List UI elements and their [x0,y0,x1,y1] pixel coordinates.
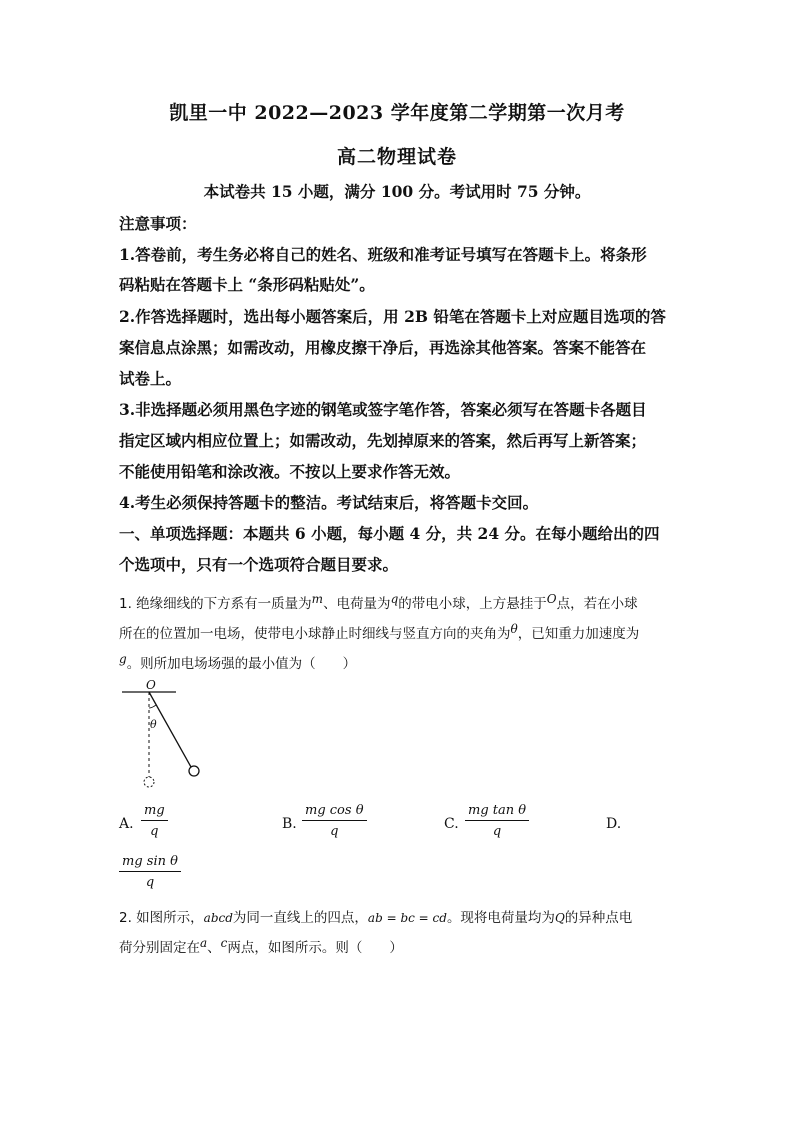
question-1-line-3: g。则所加电场场强的最小值为（ ） [119,652,357,672]
option-a-formula: $\frac{mg}{q}$ [141,803,168,839]
notice-heading: 注意事项： [119,214,197,233]
question-1-line-1: 1. 绝缘细线的下方系有一质量为m、电荷量为q的带电小球，上方悬挂于O点，若在小球 [119,592,638,612]
question-2-line-2: 荷分别固定在a、c两点，如图所示。则（ ） [119,936,403,956]
option-c-letter: C. [444,816,459,832]
option-b-formula: $\frac{\text{mg cos θ}}{q}$ [302,803,367,839]
notice-line: 试卷上。 [119,369,182,388]
notice-line: 3.非选择题必须用黑色字迹的钢笔或签字笔作答，答案必须写在答题卡各题目 [119,400,647,419]
notice-line: 码粘贴在答题卡上 “条形码粘贴处”。 [119,275,375,294]
option-c-formula: $\frac{\text{mg tan θ}}{q}$ [465,803,529,839]
notice-line: 2.作答选择题时，选出每小题答案后，用 2B 铅笔在答题卡上对应题目选项的答 [119,307,666,326]
section-heading: 个选项中，只有一个选项符合题目要求。 [119,555,399,574]
exam-summary: 本试卷共 15 小题，满分 100 分。考试用时 75 分钟。 [203,182,591,201]
charged-ball [189,766,199,776]
option-d-letter: D. [606,816,622,832]
exam-subject: 高二物理试卷 [336,146,457,168]
notice-line: 不能使用铅笔和涂改液。不按以上要求作答无效。 [119,462,461,481]
question-2-line-1: 2. 如图所示，abcd为同一直线上的四点，ab = bc = cd。现将电荷量均为Q的异种点电 [119,910,633,926]
option-a-letter: A. [119,816,134,832]
option-d-formula: $\frac{\text{mg sin θ}}{q}$ [119,854,181,890]
notice-line: 案信息点涂黑；如需改动，用橡皮擦干净后，再选涂其他答案。答案不能答在 [119,338,647,357]
exam-title: 凯里一中 2022—2023 学年度第二学期第一次月考 [169,102,625,124]
question-1-line-2: 所在的位置加一电场，使带电小球静止时细线与竖直方向的夹角为θ，已知重力加速度为 [119,622,640,642]
pendulum-figure [110,676,220,796]
pivot-label: O [146,678,156,692]
rest-position-ball [144,777,154,787]
angle-arc [149,705,156,708]
angle-label: θ [150,718,157,731]
notice-line: 指定区域内相应位置上；如需改动，先划掉原来的答案，然后再写上新答案； [119,431,647,450]
option-b-letter: B. [282,816,297,832]
section-heading: 一、单项选择题：本题共 6 小题，每小题 4 分，共 24 分。在每小题给出的四 [119,524,660,543]
notice-line: 4.考生必须保持答题卡的整洁。考试结束后，将答题卡交回。 [119,493,539,512]
notice-line: 1.答卷前，考生务必将自己的姓名、班级和准考证号填写在答题卡上。将条形 [119,245,647,264]
